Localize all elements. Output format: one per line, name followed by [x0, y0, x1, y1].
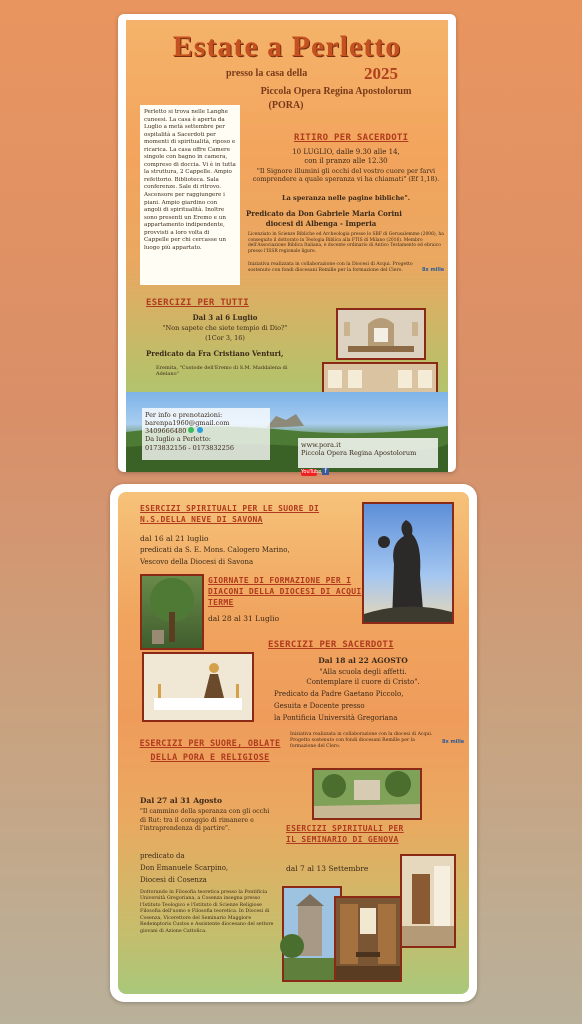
esercizi-tutti-quote: "Non sapete che siete tempio di Dio?"	[162, 324, 288, 332]
sacerdoti-quote2: Contemplare il cuore di Cristo".	[306, 678, 420, 686]
library-photo	[334, 896, 402, 982]
ritiro-preacher: Predicato da Don Gabriele Maria Corini	[246, 209, 402, 218]
ritiro-date: 10 LUGLIO, dalle 9.30 alle 14,	[292, 148, 400, 156]
sacerdoti-heading: ESERCIZI PER SACERDOTI	[268, 640, 394, 650]
contact-phone[interactable]: 3409666480	[145, 427, 187, 436]
org-acronym: (PORA)	[268, 100, 304, 111]
8xmille-logo-2	[442, 736, 464, 746]
8xmille-logo	[422, 264, 444, 274]
garden-photo	[140, 574, 204, 650]
sacerdoti-role2: la Pontificia Università Gregoriana	[274, 714, 398, 722]
tree-image-icon	[142, 576, 202, 648]
corridor-photo	[400, 854, 456, 948]
ritiro-diocese: diocesi di Albenga - Imperia	[265, 219, 377, 228]
chapel-image-icon	[338, 310, 424, 358]
contact-box	[142, 408, 270, 460]
suore-oblate-preacher: Don Emanuele Scarpino,	[140, 864, 229, 872]
intro-text: Perletto si trova nelle Langhe cuneesi. La casa è aperta da Luglio a metà settembre per ospitalità a Sacerdoti per momenti di spiritualità, riposo e ricarica. La casa offre Camere singole con bagno in camera, compreso di doccia. Vi è in tutta la struttura, 2 Cappelle. Ampio refettorio. Biblioteca. Sala conferenze. Sale di ritrovo. Ascensore per raggiungere i piani. Ampio giardino con angoli di spiritualità. Inoltre sono presenti un Eremo e un appartamento indipendente, provvisti a loro volta di Cappelle per chi cercasse un luogo più appartato.	[144, 109, 236, 251]
ritiro-note: Iniziativa realizzata in collaborazione con la Diocesi di Acqui. Progetto sostenuto con fondi diocesani Remille per la formazione del Clero.	[248, 262, 413, 273]
8xmille-logo-2-text: 8x mille	[442, 739, 465, 745]
building-photo	[282, 886, 342, 982]
suore-oblate-bio: Dottorando in Filosofia teoretica presso la Pontificia Università Gregoriana, a Cosenza insegna presso l'Istituto Teologico e l'Istituto di Scienze Religiose Filosofia dell'uomo e Filosofia teoretica. In Diocesi di Cosenza, Vicerettore del Seminario Maggiore Redemptoris Custos e Assistente diocesano del settore giovani di Azione Cattolica.	[140, 890, 274, 934]
esercizi-tutti-preacher: Predicato da Fra Cristiano Venturi,	[146, 349, 284, 358]
flyer-subtitle: presso la casa della	[226, 68, 308, 79]
sacerdoti-role1: Gesuita e Docente presso	[274, 702, 365, 710]
esercizi-tutti-heading: ESERCIZI PER TUTTI	[146, 298, 249, 308]
ritiro-heading: RITIRO PER SACERDOTI	[294, 133, 409, 143]
website-box	[298, 438, 438, 476]
building-image-icon	[284, 888, 340, 980]
altar-image-icon	[144, 654, 252, 720]
website-org: Piccola Opera Regina Apostolorum	[301, 449, 417, 458]
statue-photo	[362, 502, 454, 624]
contact-phones2[interactable]: 0173832156 - 0173832256	[145, 443, 235, 452]
website-link[interactable]: www.pora.it	[301, 441, 341, 449]
suore-savona-date: dal 16 al 21 luglio	[140, 534, 209, 543]
facebook-icon[interactable]: f	[322, 468, 329, 475]
telegram-icon	[197, 427, 203, 433]
ritiro-theme: La speranza nelle pagine bibliche".	[282, 194, 410, 202]
sacerdoti-quote1: "Alla scuola degli affetti.	[319, 668, 407, 676]
org-name: Piccola Opera Regina Apostolorum	[260, 86, 412, 97]
altar-photo	[142, 652, 254, 722]
flyer-summer-card	[118, 14, 456, 476]
suore-oblate-heading: ESERCIZI PER SUORE, OBLATE DELLA PORA E RELIGIOSE	[139, 739, 281, 763]
park-photo	[312, 768, 422, 820]
contact-period: Da luglio a Perletto:	[145, 435, 211, 444]
sacerdoti-preacher: Predicato da Padre Gaetano Piccolo,	[274, 690, 404, 698]
seminario-heading: ESERCIZI SPIRITUALI PER IL SEMINARIO DI GENOVA	[286, 824, 404, 844]
whatsapp-icon	[188, 427, 194, 433]
flyer-year: 2025	[364, 64, 398, 83]
park-image-icon	[314, 770, 420, 818]
flyer-programme-background	[118, 492, 469, 994]
suore-savona-preacher: predicati da S. E. Mons. Calogero Marino,	[140, 546, 290, 554]
diaconi-date: dal 28 al 31 Luglio	[208, 614, 280, 623]
ritiro-bio: Licenziato in Scienze Bibliche ed Archeologia presso lo SBF di Gerusalemme (2006), ha conseguito il dottorato in Teologia Biblica alla FTIS di Milano (2016). Membro dell'Associazione Biblica Italiana, è docente ordinario di Antico Testamento ed ebraico presso l'ISSR regionale ligure.	[248, 232, 444, 255]
suore-savona-role: Vescovo della Diocesi di Savona	[140, 558, 254, 566]
seminario-date: dal 7 al 13 Settembre	[286, 864, 369, 873]
suore-oblate-quote: "Il cammino della speranza con gli occhi di Rut: tra il coraggio di rimanere e l'intraprendenza di partire".	[140, 808, 270, 832]
contact-email[interactable]: barenpa1960@gmail.com	[145, 419, 230, 428]
8xmille-logo-text: 8x mille	[422, 267, 445, 273]
library-image-icon	[336, 898, 400, 980]
sacerdoti-note: Iniziativa realizzata in collaborazione con la diocesi di Acqui. Progetto sostenuto con fondi diocesani Remille per la formazione del Clero.	[290, 732, 433, 749]
ritiro-quote: "Il Signore illumini gli occhi del vostro cuore per farvi comprendere a quale speranza vi ha chiamati" (Ef 1,18).	[252, 167, 440, 184]
suore-oblate-date: Dal 27 al 31 Agosto	[140, 796, 222, 805]
statue-image-icon	[364, 504, 452, 622]
esercizi-tutti-role: Eremita, "Custode dell'Eremo di S.M. Maddalena di Adelano"	[156, 365, 288, 378]
ritiro-lunch: con il pranzo alle 12.30	[304, 157, 388, 165]
intro-box	[140, 105, 240, 285]
contact-heading: Per info e prenotazioni:	[145, 411, 223, 419]
suore-oblate-diocese: Diocesi di Cosenza	[140, 876, 207, 884]
flyer-title: Estate a Perletto	[172, 30, 402, 63]
diaconi-heading: GIORNATE DI FORMAZIONE PER I DIACONI DELLA DIOCESI DI ACQUI TERME	[208, 576, 362, 607]
sacerdoti-date: Dal 18 al 22 AGOSTO	[318, 656, 408, 665]
youtube-icon[interactable]: YouTube	[301, 469, 322, 476]
suore-oblate-preacher-label: predicato da	[140, 852, 185, 860]
chapel-photo	[336, 308, 426, 360]
flyer-summer-background	[126, 20, 448, 476]
suore-savona-heading: ESERCIZI SPIRITUALI PER LE SUORE DI N.S.DELLA NEVE DI SAVONA	[140, 504, 320, 524]
flyer-programme-card	[110, 484, 477, 1002]
esercizi-tutti-ref: (1Cor 3, 16)	[205, 334, 245, 342]
esercizi-tutti-date: Dal 3 al 6 Luglio	[192, 313, 258, 322]
corridor-image-icon	[402, 856, 454, 946]
